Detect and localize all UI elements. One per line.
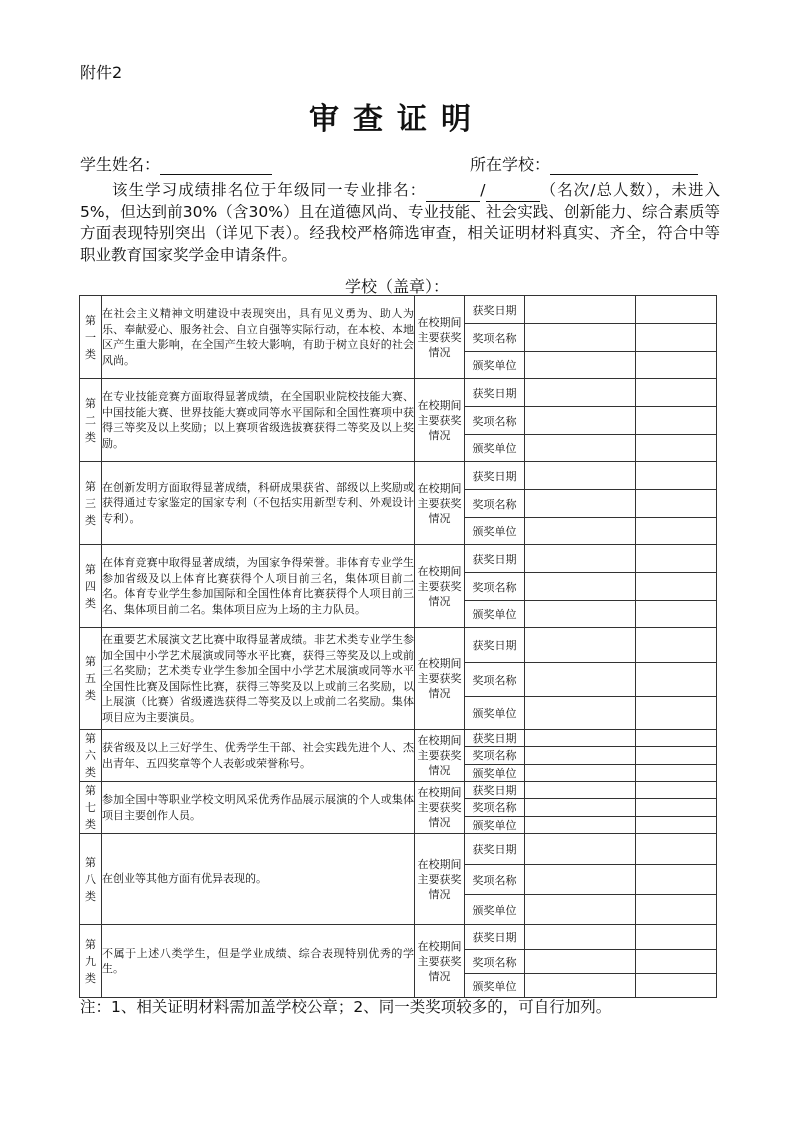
award-entry-cell[interactable] [525,747,636,764]
award-header: 在校期间主要获奖情况 [415,925,465,998]
category-description: 在社会主义精神文明建设中表现突出，具有见义勇为、助人为乐、奉献爱心、服务社会、自立自强等实际行动，在本校、本地区产生重大影响，在全国产生较大影响，有助于树立良好的社会风尚。 [102,296,415,379]
award-field-label: 获奖日期 [465,925,525,950]
student-name-label: 学生姓名： [80,155,161,174]
category-label: 第 三 类 [80,462,102,545]
award-field-label: 获奖日期 [465,730,525,747]
category-label: 第 六 类 [80,730,102,782]
school-field [470,152,698,175]
award-entry-cell-extra[interactable] [636,296,717,324]
total-blank[interactable] [486,187,540,202]
category-description: 在创新发明方面取得显著成绩，科研成果获省、部级以上奖励或获得通过专家鉴定的国家专利（不包括实用新型专利、外观设计专利）。 [102,462,415,545]
category-row [80,782,717,799]
award-entry-cell-extra[interactable] [636,462,717,490]
award-entry-cell-extra[interactable] [636,747,717,764]
school-blank[interactable] [550,158,698,175]
award-field-label: 颁奖单位 [465,518,525,545]
category-row [80,834,717,865]
award-entry-cell-extra[interactable] [636,816,717,833]
category-label: 第 八 类 [80,834,102,925]
award-header: 在校期间主要获奖情况 [415,462,465,545]
category-description: 获省级及以上三好学生、优秀学生干部、社会实践先进个人、杰出青年、五四奖章等个人表彰或荣誉称号。 [102,730,415,782]
award-field-label: 颁奖单位 [465,601,525,628]
award-field-label: 奖项名称 [465,573,525,601]
footnote: 注：1、相关证明材料需加盖学校公章；2、同一类奖项较多的，可自行加列。 [80,998,612,1016]
award-entry-cell-extra[interactable] [636,352,717,379]
award-field-label: 颁奖单位 [465,697,525,730]
award-field-label: 奖项名称 [465,490,525,518]
award-header: 在校期间主要获奖情况 [415,628,465,730]
award-entry-cell[interactable] [525,407,636,435]
category-row [80,462,717,490]
category-label: 第 五 类 [80,628,102,730]
header-fields [80,152,720,176]
page-title: 审查证明 [309,102,485,137]
student-name-field [80,152,272,175]
award-entry-cell-extra[interactable] [636,518,717,545]
award-field-label: 获奖日期 [465,462,525,490]
award-field-label: 颁奖单位 [465,895,525,925]
award-entry-cell-extra[interactable] [636,628,717,663]
award-entry-cell-extra[interactable] [636,601,717,628]
rank-slash: / [480,181,486,199]
award-field-label: 获奖日期 [465,379,525,407]
award-entry-cell[interactable] [525,518,636,545]
award-entry-cell-extra[interactable] [636,974,717,998]
category-label: 第 七 类 [80,782,102,834]
award-entry-cell[interactable] [525,601,636,628]
award-entry-cell[interactable] [525,799,636,816]
award-field-label: 获奖日期 [465,782,525,799]
award-field-label: 获奖日期 [465,545,525,573]
award-entry-cell[interactable] [525,545,636,573]
category-row [80,925,717,950]
award-entry-cell[interactable] [525,628,636,663]
rank-blank[interactable] [426,187,480,202]
award-entry-cell-extra[interactable] [636,435,717,462]
award-entry-cell-extra[interactable] [636,490,717,518]
award-entry-cell-extra[interactable] [636,379,717,407]
category-row [80,730,717,747]
award-entry-cell-extra[interactable] [636,895,717,925]
school-label: 所在学校： [470,155,551,174]
award-entry-cell[interactable] [525,925,636,950]
award-header: 在校期间主要获奖情况 [415,782,465,834]
award-entry-cell[interactable] [525,324,636,352]
award-field-label: 奖项名称 [465,950,525,974]
award-entry-cell[interactable] [525,462,636,490]
award-entry-cell[interactable] [525,834,636,865]
award-entry-cell[interactable] [525,730,636,747]
award-entry-cell-extra[interactable] [636,782,717,799]
school-seal-label: 学校（盖章）： [345,277,450,296]
category-row [80,296,717,324]
award-entry-cell[interactable] [525,865,636,895]
award-entry-cell[interactable] [525,895,636,925]
category-description: 不属于上述八类学生，但是学业成绩、综合表现特别优秀的学生。 [102,925,415,998]
award-entry-cell[interactable] [525,697,636,730]
category-label: 第 九 类 [80,925,102,998]
award-field-label: 获奖日期 [465,628,525,663]
award-header: 在校期间主要获奖情况 [415,296,465,379]
category-description: 在重要艺术展演文艺比赛中取得显著成绩。非艺术类专业学生参加全国中小学艺术展演或同等水平比赛，获得三等奖及以上或前三名奖励；艺术类专业学生参加全国中小学艺术展演或同等水平全国性比赛及国际性比赛，获得三等奖及以上或前三名奖励，以上展演（比赛）省级遴选获得二等奖及以上或前二名奖励。集体项目应为主要演员。 [102,628,415,730]
attachment-label: 附件2 [80,63,123,82]
award-entry-cell-extra[interactable] [636,764,717,781]
award-entry-cell-extra[interactable] [636,799,717,816]
award-entry-cell[interactable] [525,974,636,998]
award-entry-cell-extra[interactable] [636,573,717,601]
award-field-label: 奖项名称 [465,865,525,895]
award-header: 在校期间主要获奖情况 [415,834,465,925]
award-entry-cell[interactable] [525,352,636,379]
award-field-label: 获奖日期 [465,834,525,865]
award-entry-cell-extra[interactable] [636,697,717,730]
award-field-label: 颁奖单位 [465,764,525,781]
award-entry-cell-extra[interactable] [636,950,717,974]
award-field-label: 奖项名称 [465,799,525,816]
award-field-label: 获奖日期 [465,296,525,324]
award-entry-cell[interactable] [525,573,636,601]
award-field-label: 颁奖单位 [465,435,525,462]
award-table [79,295,717,998]
award-field-label: 奖项名称 [465,663,525,697]
category-description: 参加全国中等职业学校文明风采优秀作品展示展演的个人或集体项目主要创作人员。 [102,782,415,834]
award-entry-cell[interactable] [525,764,636,781]
award-entry-cell-extra[interactable] [636,324,717,352]
award-header: 在校期间主要获奖情况 [415,730,465,782]
award-field-label: 奖项名称 [465,747,525,764]
award-entry-cell-extra[interactable] [636,407,717,435]
award-entry-cell[interactable] [525,379,636,407]
award-field-label: 颁奖单位 [465,352,525,379]
award-entry-cell-extra[interactable] [636,663,717,697]
category-label: 第 二 类 [80,379,102,462]
statement-after: （名次/总人数），未进入5%，但达到前30%（含30%）且在道德风尚、专业技能、社会实践、创新能力、综合素质等方面表现特别突出（详见下表）。经我校严格筛选审查，相关证明材料真实、齐全，符合中等职业教育国家奖学金申请条件。 [80,181,720,264]
category-label: 第 一 类 [80,296,102,379]
award-entry-cell[interactable] [525,816,636,833]
award-entry-cell-extra[interactable] [636,925,717,950]
category-row [80,628,717,663]
award-entry-cell[interactable] [525,435,636,462]
award-entry-cell[interactable] [525,663,636,697]
award-entry-cell-extra[interactable] [636,545,717,573]
award-entry-cell[interactable] [525,782,636,799]
statement-before: 该生学习成绩排名位于年级同一专业排名： [111,181,427,199]
award-entry-cell-extra[interactable] [636,865,717,895]
category-description: 在创业等其他方面有优异表现的。 [102,834,415,925]
award-field-label: 颁奖单位 [465,816,525,833]
category-label: 第 四 类 [80,545,102,628]
award-entry-cell-extra[interactable] [636,730,717,747]
award-entry-cell[interactable] [525,950,636,974]
award-header: 在校期间主要获奖情况 [415,545,465,628]
award-field-label: 颁奖单位 [465,974,525,998]
category-row [80,545,717,573]
award-field-label: 奖项名称 [465,407,525,435]
category-row [80,379,717,407]
award-entry-cell[interactable] [525,296,636,324]
award-field-label: 奖项名称 [465,324,525,352]
student-name-blank[interactable] [160,158,272,175]
award-header: 在校期间主要获奖情况 [415,379,465,462]
award-entry-cell[interactable] [525,490,636,518]
category-description: 在体育竞赛中取得显著成绩，为国家争得荣誉。非体育专业学生参加省级及以上体育比赛获得个人项目前三名，集体项目前二名。体育专业学生参加国际和全国性体育比赛获得个人项目前三名、集体项目前二名。集体项目应为上场的主力队员。 [102,545,415,628]
statement-paragraph [80,180,720,266]
category-description: 在专业技能竞赛方面取得显著成绩，在全国职业院校技能大赛、中国技能大赛、世界技能大赛或同等水平国际和全国性赛项中获得三等奖及以上奖励；以上赛项省级选拔赛获得二等奖及以上奖励。 [102,379,415,462]
award-entry-cell-extra[interactable] [636,834,717,865]
